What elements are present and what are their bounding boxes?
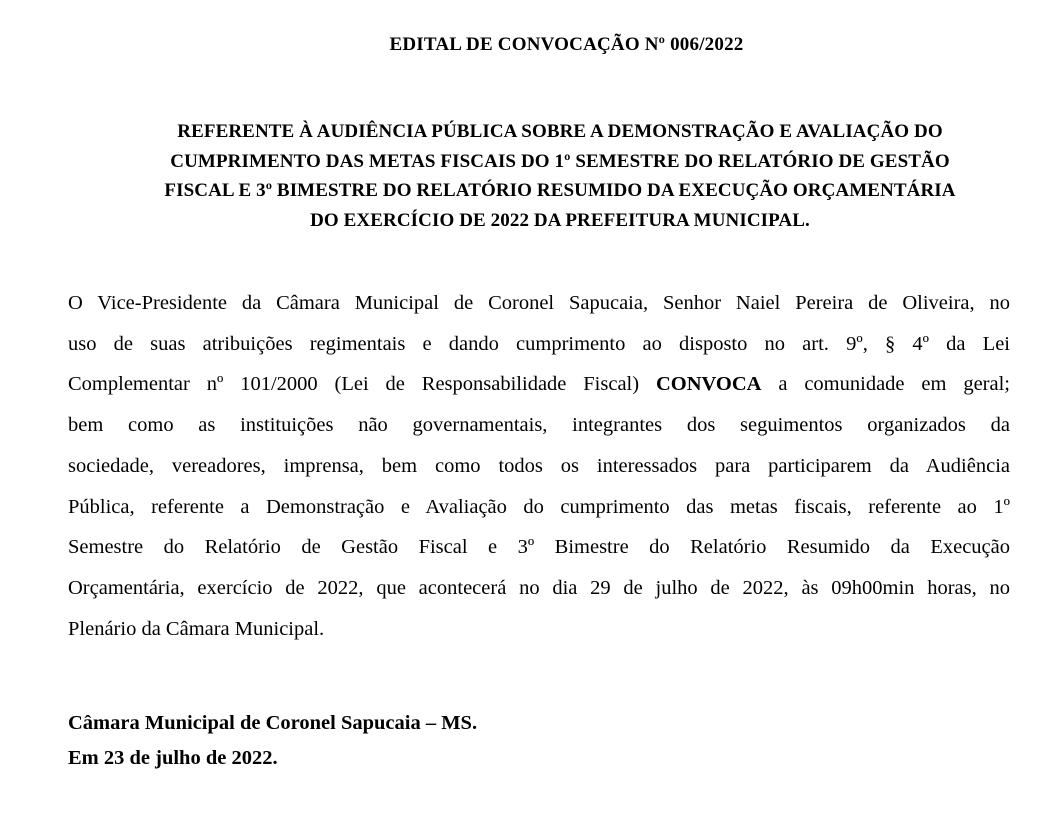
document-subject xyxy=(120,117,1000,235)
subject-line: DO EXERCÍCIO DE 2022 DA PREFEITURA MUNICIPAL. xyxy=(310,209,810,231)
convoca-emphasis: CONVOCA xyxy=(655,373,762,396)
subject-line: REFERENTE À AUDIÊNCIA PÚBLICA SOBRE A DEMONSTRAÇÃO E AVALIAÇÃO DO xyxy=(177,121,943,142)
body-line: Plenário da Câmara Municipal. xyxy=(68,617,325,640)
body-line: sociedade, vereadores, imprensa, bem como todos os interessados para participarem da Audiência xyxy=(68,454,1010,477)
body-line: uso de suas atribuições regimentais e dando cumprimento ao disposto no art. 9º, § 4º da Lei xyxy=(68,332,1010,355)
body-line: bem como as instituições não governamentais, integrantes dos seguimentos organizados da xyxy=(68,414,1010,437)
body-line-convoca xyxy=(68,364,1010,405)
body-line: Pública, referente a Demonstração e Avaliação do cumprimento das metas fiscais, referente ao 1º xyxy=(68,495,1010,518)
document-body xyxy=(68,283,1010,649)
body-line: Semestre do Relatório de Gestão Fiscal e 3º Bimestre do Relatório Resumido da Execução xyxy=(68,536,1010,559)
signature-block xyxy=(68,706,477,776)
issuer-name: Câmara Municipal de Coronel Sapucaia – MS. xyxy=(68,712,478,734)
subject-line: CUMPRIMENTO DAS METAS FISCAIS DO 1º SEMESTRE DO RELATÓRIO DE GESTÃO xyxy=(170,150,950,172)
body-text: Complementar nº 101/2000 (Lei de Responsabilidade Fiscal) xyxy=(68,373,656,396)
issue-date: Em 23 de julho de 2022. xyxy=(68,747,278,769)
body-line: Orçamentária, exercício de 2022, que acontecerá no dia 29 de julho de 2022, às 09h00min horas, no xyxy=(68,576,1010,599)
body-line: O Vice-Presidente da Câmara Municipal de Coronel Sapucaia, Senhor Naiel Pereira de Oliveira, no xyxy=(68,292,1010,314)
document-title: EDITAL DE CONVOCAÇÃO Nº 006/2022 xyxy=(389,34,744,55)
body-text: a comunidade em geral; xyxy=(761,373,1010,396)
subject-line: FISCAL E 3º BIMESTRE DO RELATÓRIO RESUMIDO DA EXECUÇÃO ORÇAMENTÁRIA xyxy=(164,180,956,201)
